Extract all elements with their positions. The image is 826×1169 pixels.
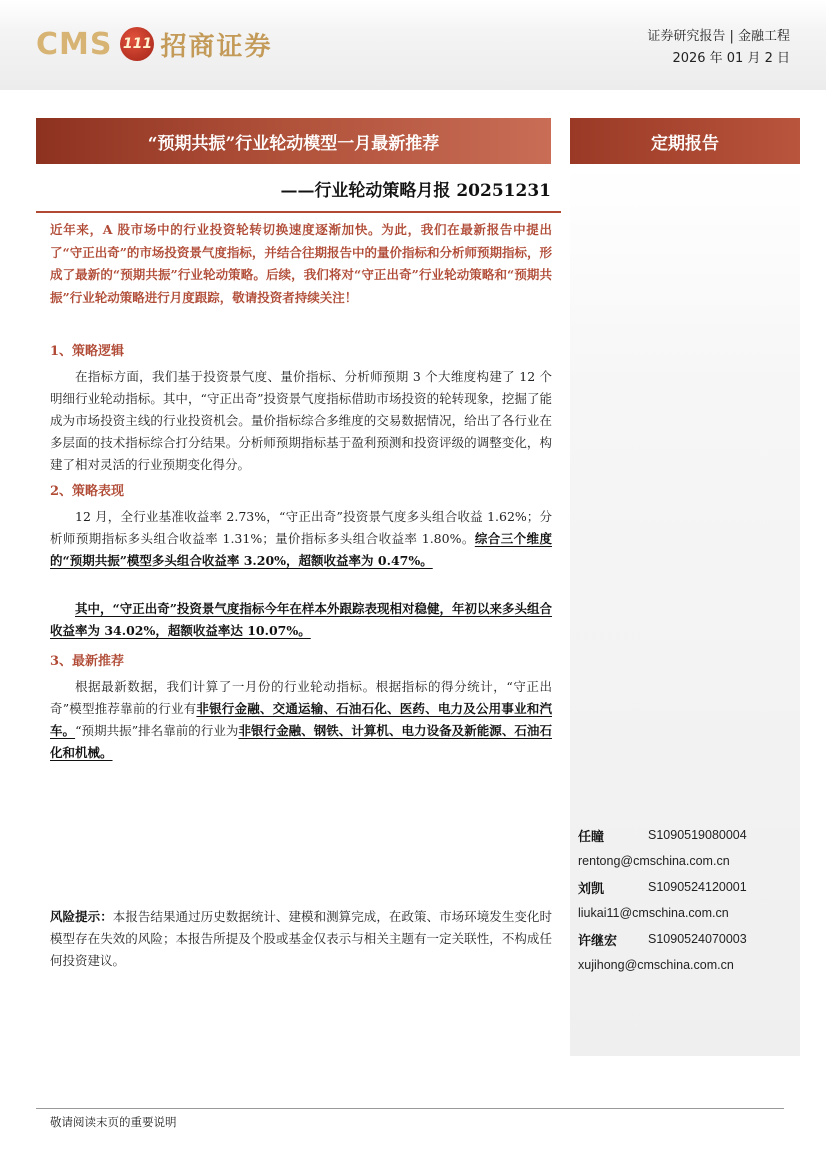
- section-heading-recommendation: 3、最新推荐: [50, 654, 125, 669]
- logo-chinese-text: 招商证券: [160, 31, 273, 62]
- author-email: xujihong@cmschina.com.cn: [578, 958, 734, 972]
- author-row: [578, 874, 800, 900]
- author-block: [578, 874, 800, 926]
- section-text-performance-2: [50, 598, 552, 642]
- title-divider: [36, 211, 561, 213]
- report-title: “预期共振”行业轮动模型一月最新推荐: [36, 118, 551, 164]
- footer-note: 敬请阅读末页的重要说明: [50, 1115, 177, 1129]
- risk-text: 本报告结果通过历史数据统计、建模和测算完成，在政策、市场环境发生变化时模型存在失效的风险；本报告所提及个股或基金仅表示与相关主题有一定关联性，不构成任何投资建议。: [50, 909, 552, 968]
- author-id: S1090519080004: [648, 828, 747, 842]
- author-id: S1090524070003: [648, 932, 747, 946]
- report-type-badge: 定期报告: [570, 118, 800, 164]
- author-id: S1090524120001: [648, 880, 747, 894]
- author-block: [578, 822, 800, 874]
- performance-highlight-2: 其中，“守正出奇”投资景气度指标今年在样本外跟踪表现相对稳健，年初以来多头组合收益率为 34.02%，超额收益率达 10.07%。: [50, 601, 552, 638]
- abstract: 近年来，A 股市场中的行业投资轮转切换速度逐渐加快。为此，我们在最新报告中提出了“守正出奇”的市场投资景气度指标，并结合往期报告中的量价指标和分析师预期指标，形成了最新的“预期共振”行业轮动策略。后续，我们将对“守正出奇”行业轮动策略和“预期共振”行业轮动策略进行月度跟踪，敬请投资者持续关注！: [50, 222, 552, 305]
- author-name: 任瞳: [578, 829, 605, 845]
- report-date: 2026 年 01 月 2 日: [672, 51, 790, 66]
- author-row: [578, 926, 800, 952]
- authors-list: [578, 822, 800, 978]
- header-meta: [647, 26, 790, 70]
- author-email: liukai11@cmschina.com.cn: [578, 906, 729, 920]
- report-category: 证券研究报告 | 金融工程: [647, 29, 790, 44]
- section-heading-strategy-logic: 1、策略逻辑: [50, 344, 125, 359]
- risk-warning: [50, 906, 552, 972]
- risk-label: 风险提示：: [50, 909, 113, 924]
- logo-mark-icon: 111: [120, 27, 154, 61]
- author-name: 许继宏: [578, 933, 618, 949]
- performance-highlight-1: 综合三个维度的“预期共振”模型多头组合收益率 3.20%，超额收益率为 0.47%。: [50, 531, 552, 568]
- author-row: [578, 822, 800, 848]
- section-text-strategy-logic: 在指标方面，我们基于投资景气度、量价指标、分析师预期 3 个大维度构建了 12 个明细行业轮动指标。其中，“守正出奇”投资景气度指标借助市场投资的轮转现象，挖掘了能成为市场投资主线的行业投资机会。量价指标综合多维度的交易数据情况，给出了各行业在多层面的技术指标综合打分结果。分析师预期指标基于盈利预测和投资评级的调整变化，构建了相对灵活的行业预期变化得分。: [50, 369, 552, 472]
- recommendation-industries-b: 非银行金融、钢铁、计算机、电力设备及新能源、石油石化和机械。: [50, 723, 552, 760]
- author-block: [578, 926, 800, 978]
- footer-divider: [36, 1108, 784, 1109]
- author-email: rentong@cmschina.com.cn: [578, 854, 730, 868]
- logo-cms-text: CMS: [36, 26, 113, 62]
- section-heading-performance: 2、策略表现: [50, 484, 125, 499]
- report-subtitle: ——行业轮动策略月报 20251231: [280, 181, 551, 201]
- section-text-performance: [50, 506, 552, 572]
- recommendation-industries-a: 非银行金融、交通运输、石油石化、医药、电力及公用事业和汽车。: [50, 701, 552, 738]
- recommendation-text-a: 根据最新数据，我们计算了一月份的行业轮动指标。根据指标的得分统计，“守正出奇”模型推荐靠前的行业有: [50, 679, 552, 716]
- performance-text: 12 月，全行业基准收益率 2.73%，“守正出奇”投资景气度多头组合收益 1.62%；分析师预期指标多头组合收益率 1.31%；量价指标多头组合收益率 1.80%。: [50, 509, 552, 546]
- recommendation-text-b: “预期共振”排名靠前的行业为: [75, 723, 239, 738]
- author-name: 刘凯: [578, 881, 605, 897]
- section-text-recommendation: [50, 676, 552, 764]
- company-logo: [36, 20, 273, 68]
